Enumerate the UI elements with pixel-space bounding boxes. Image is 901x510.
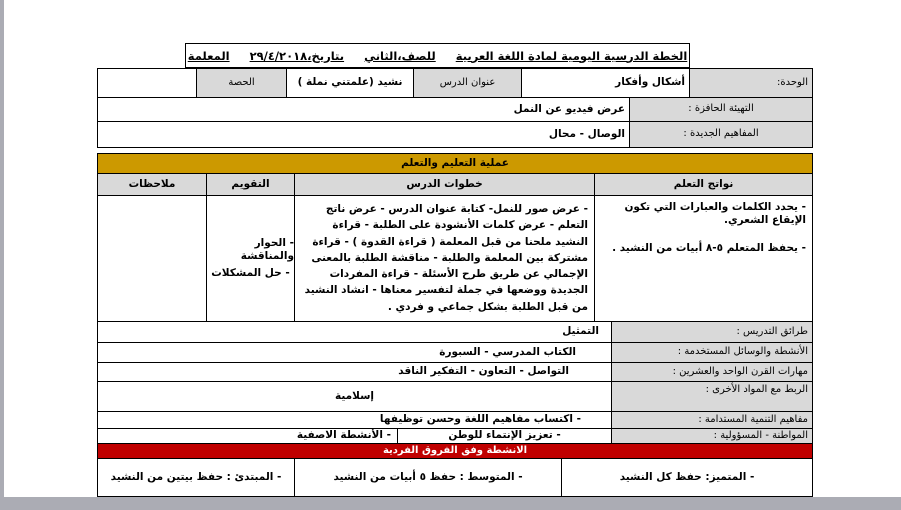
methods-row (98, 321, 812, 342)
intermediate-level-cell: - المتوسط : حفظ ٥ أبيات من النشيد (295, 459, 562, 496)
process-title: عملية التعليم والتعلم (98, 154, 812, 173)
evaluation-cell (207, 196, 295, 321)
lesson-info-table (97, 68, 813, 148)
methods-value-cell: التمثيل (98, 322, 612, 342)
materials-row (98, 342, 812, 362)
lesson-title-value-cell: نشيد (علمتني نملة ) (287, 69, 414, 97)
concepts-value-cell: الوصال - محال (98, 122, 630, 147)
period-value-cell (98, 69, 197, 97)
evaluation-item: - حل المشكلات (211, 267, 290, 280)
notes-cell (98, 196, 207, 321)
warmup-value-cell: عرض فيديو عن النمل (98, 98, 630, 121)
skills-label-cell: مهارات القرن الواحد والعشرين : (612, 363, 812, 381)
teaching-learning-table (97, 153, 813, 497)
steps-header-cell: خطوات الدرس (295, 174, 595, 195)
outcomes-header-cell: نواتج التعلم (595, 174, 812, 195)
materials-label-cell: الأنشطة والوسائل المستخدمة : (612, 343, 812, 362)
left-edge-strip (0, 0, 4, 510)
advanced-level-cell: - المتميز: حفظ كل النشيد (619, 470, 755, 483)
citizenship-value2-cell: - الأنشطة الاصفية (98, 429, 398, 443)
differentiation-title: الانشطة وفق الفروق الفردية (98, 444, 812, 458)
notes-header-cell: ملاحظات (98, 174, 207, 195)
outcome-item: - يحفظ المتعلم ٥-٨ أبيات من النشيد . (612, 242, 806, 255)
header-teacher: المعلمة (187, 48, 230, 63)
concepts-label-cell: المفاهيم الجديدة : (630, 122, 812, 147)
bottom-edge-strip (0, 497, 901, 510)
header-grade: للصف،الثاني (364, 48, 436, 63)
evaluation-item: - الحوار والمناقشة (240, 236, 294, 262)
steps-cell: - عرض صور للنمل- كتابة عنوان الدرس - عرض ناتج التعلم - عرض كلمات الأنشودة على الطلبة - قراءة النشيد ملحنا من قبل المعلمة ( قراءة القدوة ) - قراءة مشتركة بين المعلمة والطلبة - مناقشة الطلبة بالمعنى الإجمالي عن طريق طرح الأسئلة - قراءة المفردات الجديدة ووضعها في جملة لتفسير معناها - انشاد النشيد من قبل الطلبة بشكل جماعي و فردي . (295, 196, 595, 321)
new-concepts-row (98, 121, 812, 147)
differentiation-title-band (98, 443, 812, 458)
warmup-label-cell: التهيئة الحافزة : (630, 98, 812, 121)
differentiation-row (98, 458, 812, 496)
beginner-level-cell: - المبتدئ : حفظ بيتين من النشيد (98, 459, 295, 496)
sustainability-value-cell: - اكتساب مفاهيم اللغة وحسن توظيفها (98, 412, 612, 428)
cross-subject-label-cell: الربط مع المواد الأخرى : (612, 382, 812, 411)
process-title-band (98, 154, 812, 173)
warmup-row (98, 97, 812, 121)
skills-value-cell: التواصل - التعاون - التفكير الناقد (98, 363, 612, 381)
document-header-box (185, 43, 690, 68)
evaluation-header-cell: التقويم (207, 174, 295, 195)
outcomes-cell (595, 196, 812, 321)
materials-value-cell: الكتاب المدرسي - السبورة (98, 343, 612, 362)
cross-subject-value-cell: إسلامية (98, 382, 612, 411)
header-title: الخطة الدرسية اليومية لمادة اللغة العربية (455, 48, 688, 63)
process-header-row (98, 173, 812, 195)
outcome-item: - يحدد الكلمات والعبارات التي تكون الإيقاع الشعري. (624, 201, 806, 227)
methods-label-cell: طرائق التدريس : (612, 322, 812, 342)
skills-row (98, 362, 812, 381)
citizenship-label-cell: المواطنة - المسؤولية : (612, 429, 812, 443)
header-date: بتاريخ،٢٩/٤/٢٠١٨ (249, 48, 345, 63)
lesson-title-label-cell: عنوان الدرس (414, 69, 522, 97)
cross-subject-row (98, 381, 812, 411)
unit-value-cell: أشكال وأفكار (522, 69, 690, 97)
citizenship-row (98, 428, 812, 443)
citizenship-value-cell: - تعزيز الإنتماء للوطن (398, 429, 612, 443)
process-content-row (98, 195, 812, 321)
unit-label-cell: الوحدة: (690, 69, 812, 97)
unit-row (98, 69, 812, 97)
period-label-cell: الحصة (197, 69, 287, 97)
sustainability-label-cell: مفاهيم التنمية المستدامة : (612, 412, 812, 428)
sustainability-row (98, 411, 812, 428)
